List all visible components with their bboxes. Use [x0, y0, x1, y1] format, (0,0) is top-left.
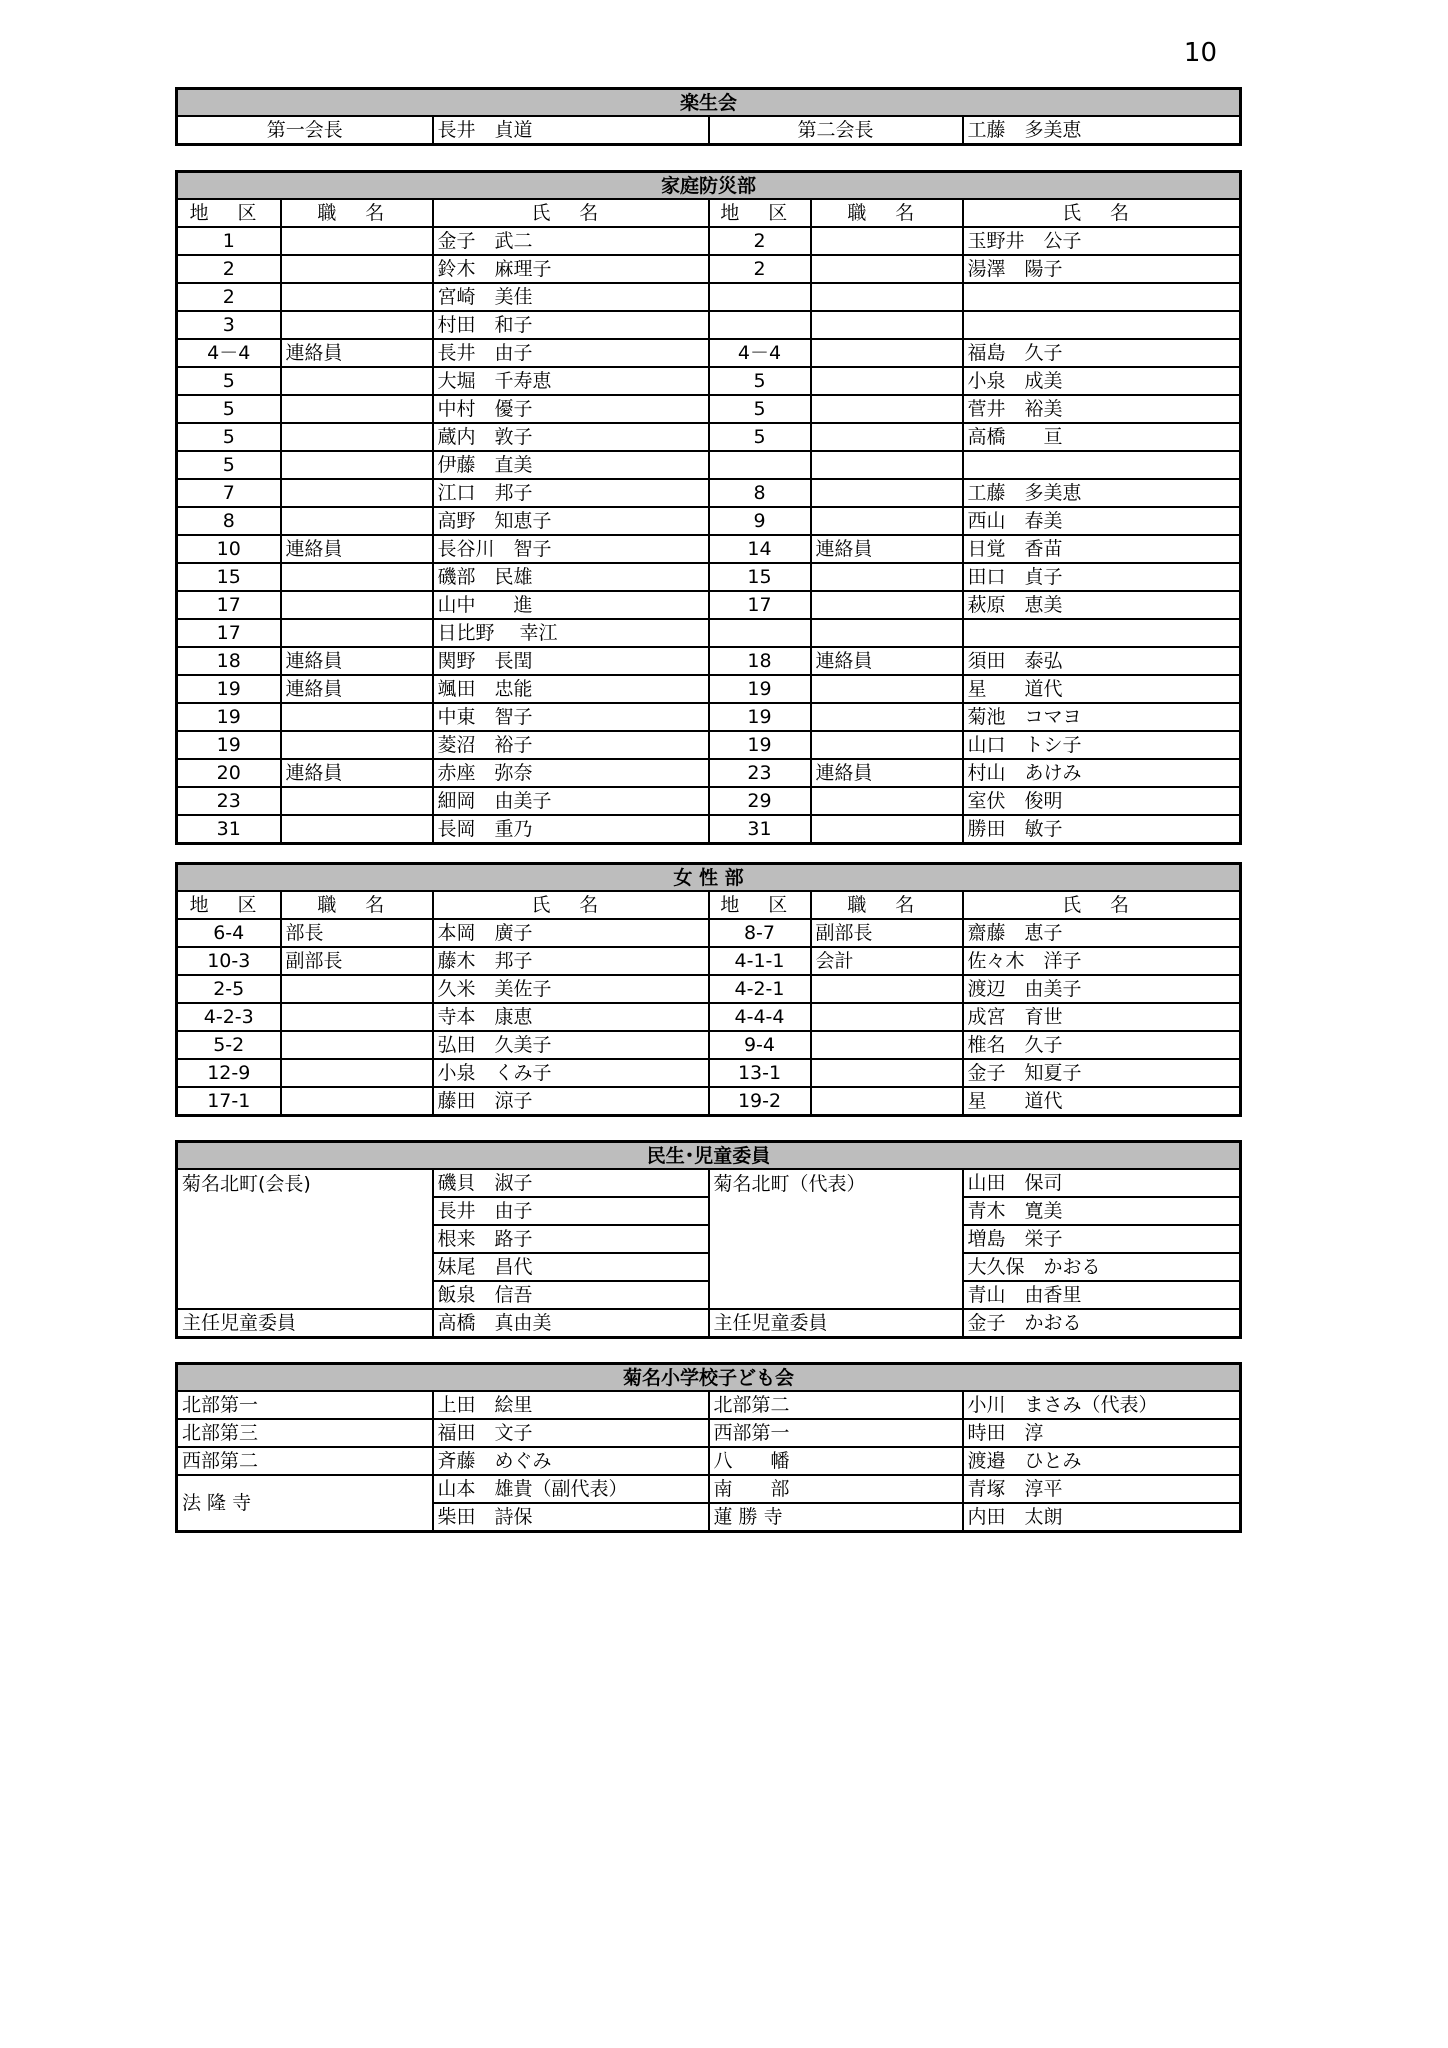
person-name: 成宮 育世: [963, 1003, 1241, 1031]
district-cell: 1: [177, 227, 281, 255]
district-cell: 2: [177, 283, 281, 311]
district-cell: 4－4: [709, 339, 811, 367]
district-cell: 29: [709, 787, 811, 815]
table-row: [177, 563, 1241, 591]
person-name: 鈴木 麻理子: [433, 255, 709, 283]
table-row: [177, 1169, 1241, 1197]
blank-cell: [177, 1253, 433, 1281]
blank-cell: [177, 1281, 433, 1309]
table-row: [177, 116, 1241, 145]
person-name: 青塚 淳平: [963, 1475, 1241, 1503]
district-cell: 10-3: [177, 947, 281, 975]
area-label: 南 部: [709, 1475, 963, 1503]
district-cell: 12-9: [177, 1059, 281, 1087]
section-title: 女 性 部: [177, 864, 1241, 892]
district-cell: 19: [709, 703, 811, 731]
person-name: 長井 由子: [433, 339, 709, 367]
district-cell: 18: [709, 647, 811, 675]
position-cell: [281, 395, 433, 423]
person-name: [963, 311, 1241, 339]
position-cell: [811, 787, 963, 815]
district-cell: 5: [177, 423, 281, 451]
person-name: 斉藤 めぐみ: [433, 1447, 709, 1475]
district-cell: 23: [177, 787, 281, 815]
position-cell: [281, 423, 433, 451]
person-name: 星 道代: [963, 675, 1241, 703]
district-cell: 2-5: [177, 975, 281, 1003]
person-name: 高野 知恵子: [433, 507, 709, 535]
position-cell: 連絡員: [281, 339, 433, 367]
position-cell: [281, 1031, 433, 1059]
position-cell: 連絡員: [281, 535, 433, 563]
person-name: 佐々木 洋子: [963, 947, 1241, 975]
person-name: 渡辺 由美子: [963, 975, 1241, 1003]
position-cell: [281, 311, 433, 339]
position-cell: [811, 423, 963, 451]
position-cell: [281, 1059, 433, 1087]
person-name: 飯泉 信吾: [433, 1281, 709, 1309]
person-name: 萩原 恵美: [963, 591, 1241, 619]
position-cell: [281, 367, 433, 395]
person-name: [963, 283, 1241, 311]
person-name: 星 道代: [963, 1087, 1241, 1116]
area-label: 八 幡: [709, 1447, 963, 1475]
district-cell: [709, 283, 811, 311]
table-row: [177, 451, 1241, 479]
person-name: 小泉 成美: [963, 367, 1241, 395]
district-cell: 20: [177, 759, 281, 787]
person-name: 大堀 千寿恵: [433, 367, 709, 395]
person-name: 山口 トシ子: [963, 731, 1241, 759]
position-cell: [811, 367, 963, 395]
table-row: [177, 339, 1241, 367]
blank-cell: [709, 1253, 963, 1281]
person-name: 高橋 真由美: [433, 1309, 709, 1338]
table-row: [177, 919, 1241, 947]
person-name: 青山 由香里: [963, 1281, 1241, 1309]
position-cell: [811, 563, 963, 591]
district-cell: 18: [177, 647, 281, 675]
district-cell: 5: [709, 423, 811, 451]
person-name: 金子 かおる: [963, 1309, 1241, 1338]
person-name: 弘田 久美子: [433, 1031, 709, 1059]
table-row: [177, 1225, 1241, 1253]
person-name: 湯澤 陽子: [963, 255, 1241, 283]
person-name: 根来 路子: [433, 1225, 709, 1253]
table-row: [177, 255, 1241, 283]
position-cell: 副部長: [281, 947, 433, 975]
area-label: 蓮 勝 寺: [709, 1503, 963, 1532]
district-cell: 9-4: [709, 1031, 811, 1059]
table-row: [177, 703, 1241, 731]
person-name: 勝田 敏子: [963, 815, 1241, 844]
table-row: [177, 1281, 1241, 1309]
person-name: 菅井 裕美: [963, 395, 1241, 423]
person-name: 柴田 詩保: [433, 1503, 709, 1532]
person-name: 菊池 コマヨ: [963, 703, 1241, 731]
district-cell: 17: [177, 591, 281, 619]
column-header: 地 区: [709, 199, 811, 227]
position-cell: 連絡員: [281, 675, 433, 703]
table-row: [177, 367, 1241, 395]
district-cell: 17: [709, 591, 811, 619]
position-cell: [281, 703, 433, 731]
district-cell: 4-2-1: [709, 975, 811, 1003]
district-cell: 8: [177, 507, 281, 535]
district-cell: 13-1: [709, 1059, 811, 1087]
person-name: 関野 長閏: [433, 647, 709, 675]
person-name: [963, 451, 1241, 479]
position-cell: [811, 479, 963, 507]
table-row: [177, 1309, 1241, 1338]
district-cell: 10: [177, 535, 281, 563]
table-row: [177, 1197, 1241, 1225]
district-cell: 15: [709, 563, 811, 591]
person-name: 金子 武二: [433, 227, 709, 255]
table-row: [177, 1475, 1241, 1503]
blank-cell: [177, 1225, 433, 1253]
person-name: 椎名 久子: [963, 1031, 1241, 1059]
person-name: 長谷川 智子: [433, 535, 709, 563]
district-cell: 19: [177, 675, 281, 703]
person-name: 藤木 邦子: [433, 947, 709, 975]
rakusei-table: [175, 87, 1242, 146]
person-name: 齋藤 恵子: [963, 919, 1241, 947]
page-number: 10: [1183, 38, 1217, 68]
position-cell: [281, 815, 433, 844]
person-name: 工藤 多美恵: [963, 116, 1241, 145]
position-cell: [281, 591, 433, 619]
blank-cell: [709, 1197, 963, 1225]
person-name: 福田 文子: [433, 1419, 709, 1447]
position-cell: [811, 451, 963, 479]
position-cell: [281, 975, 433, 1003]
person-name: 田口 貞子: [963, 563, 1241, 591]
position-cell: 連絡員: [811, 535, 963, 563]
position-cell: [811, 395, 963, 423]
area-label: 法 隆 寺: [177, 1475, 433, 1532]
person-name: 金子 知夏子: [963, 1059, 1241, 1087]
district-cell: 5: [709, 367, 811, 395]
district-cell: 9: [709, 507, 811, 535]
position-cell: 副部長: [811, 919, 963, 947]
position-cell: 連絡員: [281, 647, 433, 675]
position-cell: [811, 1003, 963, 1031]
position-cell: [281, 1003, 433, 1031]
district-cell: 19: [177, 703, 281, 731]
district-cell: 4-1-1: [709, 947, 811, 975]
position-cell: [811, 339, 963, 367]
position-cell: [811, 815, 963, 844]
role-label: 第二会長: [709, 116, 963, 145]
position-cell: [281, 255, 433, 283]
katei-bousai-table: [175, 170, 1242, 845]
person-name: 颯田 忠能: [433, 675, 709, 703]
district-cell: 5-2: [177, 1031, 281, 1059]
district-cell: 31: [709, 815, 811, 844]
blank-cell: [709, 1225, 963, 1253]
person-name: 菱沼 裕子: [433, 731, 709, 759]
area-label: 北部第一: [177, 1391, 433, 1419]
position-cell: [811, 507, 963, 535]
column-header: 職 名: [281, 199, 433, 227]
person-name: 上田 絵里: [433, 1391, 709, 1419]
table-row: [177, 759, 1241, 787]
table-row: [177, 591, 1241, 619]
district-cell: 8-7: [709, 919, 811, 947]
table-row: [177, 283, 1241, 311]
person-name: 村田 和子: [433, 311, 709, 339]
district-cell: [709, 311, 811, 339]
position-cell: [811, 255, 963, 283]
column-header: 氏 名: [963, 199, 1241, 227]
position-cell: [811, 1087, 963, 1116]
table-row: [177, 1031, 1241, 1059]
person-name: [963, 619, 1241, 647]
person-name: 江口 邦子: [433, 479, 709, 507]
district-cell: [709, 619, 811, 647]
district-cell: 6-4: [177, 919, 281, 947]
person-name: 内田 太朗: [963, 1503, 1241, 1532]
person-name: 細岡 由美子: [433, 787, 709, 815]
person-name: 西山 春美: [963, 507, 1241, 535]
table-row: [177, 1391, 1241, 1419]
area-label: 菊名北町（代表）: [709, 1169, 963, 1197]
district-cell: 19-2: [709, 1087, 811, 1116]
district-cell: 2: [177, 255, 281, 283]
position-cell: [281, 619, 433, 647]
position-cell: [811, 283, 963, 311]
person-name: 山田 保司: [963, 1169, 1241, 1197]
district-cell: 5: [177, 367, 281, 395]
table-row: [177, 647, 1241, 675]
person-name: 工藤 多美恵: [963, 479, 1241, 507]
district-cell: 31: [177, 815, 281, 844]
district-cell: 3: [177, 311, 281, 339]
table-row: [177, 731, 1241, 759]
person-name: 山中 進: [433, 591, 709, 619]
person-name: 伊藤 直美: [433, 451, 709, 479]
position-cell: 部長: [281, 919, 433, 947]
table-row: [177, 1419, 1241, 1447]
district-cell: 19: [709, 731, 811, 759]
table-row: [177, 1003, 1241, 1031]
column-header: 地 区: [177, 891, 281, 919]
district-cell: 19: [177, 731, 281, 759]
section-title: 菊名小学校子ども会: [177, 1364, 1241, 1392]
position-cell: [811, 731, 963, 759]
column-header: 地 区: [177, 199, 281, 227]
table-row: [177, 423, 1241, 451]
district-cell: 4-2-3: [177, 1003, 281, 1031]
role-label: 第一会長: [177, 116, 433, 145]
person-name: 長井 由子: [433, 1197, 709, 1225]
district-cell: 2: [709, 227, 811, 255]
position-cell: [811, 1031, 963, 1059]
position-cell: [811, 703, 963, 731]
role-label: 主任児童委員: [709, 1309, 963, 1338]
blank-cell: [177, 1197, 433, 1225]
person-name: 室伏 俊明: [963, 787, 1241, 815]
section-title: 家庭防災部: [177, 172, 1241, 200]
table-row: [177, 975, 1241, 1003]
position-cell: [281, 507, 433, 535]
person-name: 山本 雄貴（副代表）: [433, 1475, 709, 1503]
position-cell: [281, 451, 433, 479]
person-name: 長井 貞道: [433, 116, 709, 145]
person-name: 蔵内 敦子: [433, 423, 709, 451]
person-name: 福島 久子: [963, 339, 1241, 367]
position-cell: 連絡員: [811, 647, 963, 675]
position-cell: [811, 675, 963, 703]
district-cell: 8: [709, 479, 811, 507]
table-row: [177, 479, 1241, 507]
position-cell: [281, 1087, 433, 1116]
person-name: 磯部 民雄: [433, 563, 709, 591]
table-row: [177, 787, 1241, 815]
kodomo-kai-table: [175, 1362, 1242, 1533]
person-name: 時田 淳: [963, 1419, 1241, 1447]
area-label: 西部第一: [709, 1419, 963, 1447]
person-name: 村山 あけみ: [963, 759, 1241, 787]
position-cell: [811, 227, 963, 255]
table-row: [177, 507, 1241, 535]
table-row: [177, 1059, 1241, 1087]
district-cell: 17-1: [177, 1087, 281, 1116]
header-row: [177, 891, 1241, 919]
table-row: [177, 311, 1241, 339]
table-row: [177, 947, 1241, 975]
position-cell: [811, 591, 963, 619]
column-header: 氏 名: [433, 199, 709, 227]
person-name: 小泉 くみ子: [433, 1059, 709, 1087]
district-cell: 23: [709, 759, 811, 787]
position-cell: [281, 787, 433, 815]
position-cell: 会計: [811, 947, 963, 975]
position-cell: [281, 479, 433, 507]
person-name: 須田 泰弘: [963, 647, 1241, 675]
area-label: 西部第二: [177, 1447, 433, 1475]
position-cell: 連絡員: [811, 759, 963, 787]
position-cell: [281, 283, 433, 311]
district-cell: [709, 451, 811, 479]
area-label: 菊名北町(会長): [177, 1169, 433, 1197]
district-cell: 2: [709, 255, 811, 283]
column-header: 職 名: [281, 891, 433, 919]
person-name: 高橋 亘: [963, 423, 1241, 451]
position-cell: [281, 731, 433, 759]
person-name: 日比野 幸江: [433, 619, 709, 647]
district-cell: 17: [177, 619, 281, 647]
person-name: 本岡 廣子: [433, 919, 709, 947]
section-title: 民生･児童委員: [177, 1142, 1241, 1170]
role-label: 主任児童委員: [177, 1309, 433, 1338]
position-cell: [811, 311, 963, 339]
column-header: 職 名: [811, 891, 963, 919]
district-cell: 19: [709, 675, 811, 703]
district-cell: 15: [177, 563, 281, 591]
position-cell: [811, 619, 963, 647]
header-row: [177, 199, 1241, 227]
area-label: 北部第二: [709, 1391, 963, 1419]
person-name: 長岡 重乃: [433, 815, 709, 844]
column-header: 氏 名: [963, 891, 1241, 919]
person-name: 増島 栄子: [963, 1225, 1241, 1253]
person-name: 小川 まさみ（代表）: [963, 1391, 1241, 1419]
person-name: 久米 美佐子: [433, 975, 709, 1003]
position-cell: [811, 1059, 963, 1087]
table-row: [177, 675, 1241, 703]
person-name: 中村 優子: [433, 395, 709, 423]
person-name: 玉野井 公子: [963, 227, 1241, 255]
district-cell: 5: [709, 395, 811, 423]
district-cell: 4－4: [177, 339, 281, 367]
minsei-jidou-table: [175, 1140, 1242, 1339]
table-row: [177, 227, 1241, 255]
person-name: 大久保 かおる: [963, 1253, 1241, 1281]
district-cell: 14: [709, 535, 811, 563]
person-name: 日覚 香苗: [963, 535, 1241, 563]
position-cell: 連絡員: [281, 759, 433, 787]
table-row: [177, 535, 1241, 563]
position-cell: [281, 227, 433, 255]
area-label: 北部第三: [177, 1419, 433, 1447]
position-cell: [811, 975, 963, 1003]
person-name: 磯貝 淑子: [433, 1169, 709, 1197]
person-name: 藤田 涼子: [433, 1087, 709, 1116]
table-row: [177, 1087, 1241, 1116]
table-row: [177, 1253, 1241, 1281]
column-header: 氏 名: [433, 891, 709, 919]
table-row: [177, 815, 1241, 844]
district-cell: 7: [177, 479, 281, 507]
column-header: 地 区: [709, 891, 811, 919]
person-name: 渡邉 ひとみ: [963, 1447, 1241, 1475]
person-name: 宮崎 美佳: [433, 283, 709, 311]
person-name: 赤座 弥奈: [433, 759, 709, 787]
district-cell: 5: [177, 395, 281, 423]
column-header: 職 名: [811, 199, 963, 227]
table-row: [177, 1447, 1241, 1475]
table-row: [177, 619, 1241, 647]
person-name: 青木 寛美: [963, 1197, 1241, 1225]
josei-bu-table: [175, 862, 1242, 1117]
table-row: [177, 395, 1241, 423]
blank-cell: [709, 1281, 963, 1309]
person-name: 寺本 康恵: [433, 1003, 709, 1031]
person-name: 中東 智子: [433, 703, 709, 731]
district-cell: 5: [177, 451, 281, 479]
section-title: 楽生会: [177, 89, 1241, 117]
district-cell: 4-4-4: [709, 1003, 811, 1031]
position-cell: [281, 563, 433, 591]
person-name: 妹尾 昌代: [433, 1253, 709, 1281]
